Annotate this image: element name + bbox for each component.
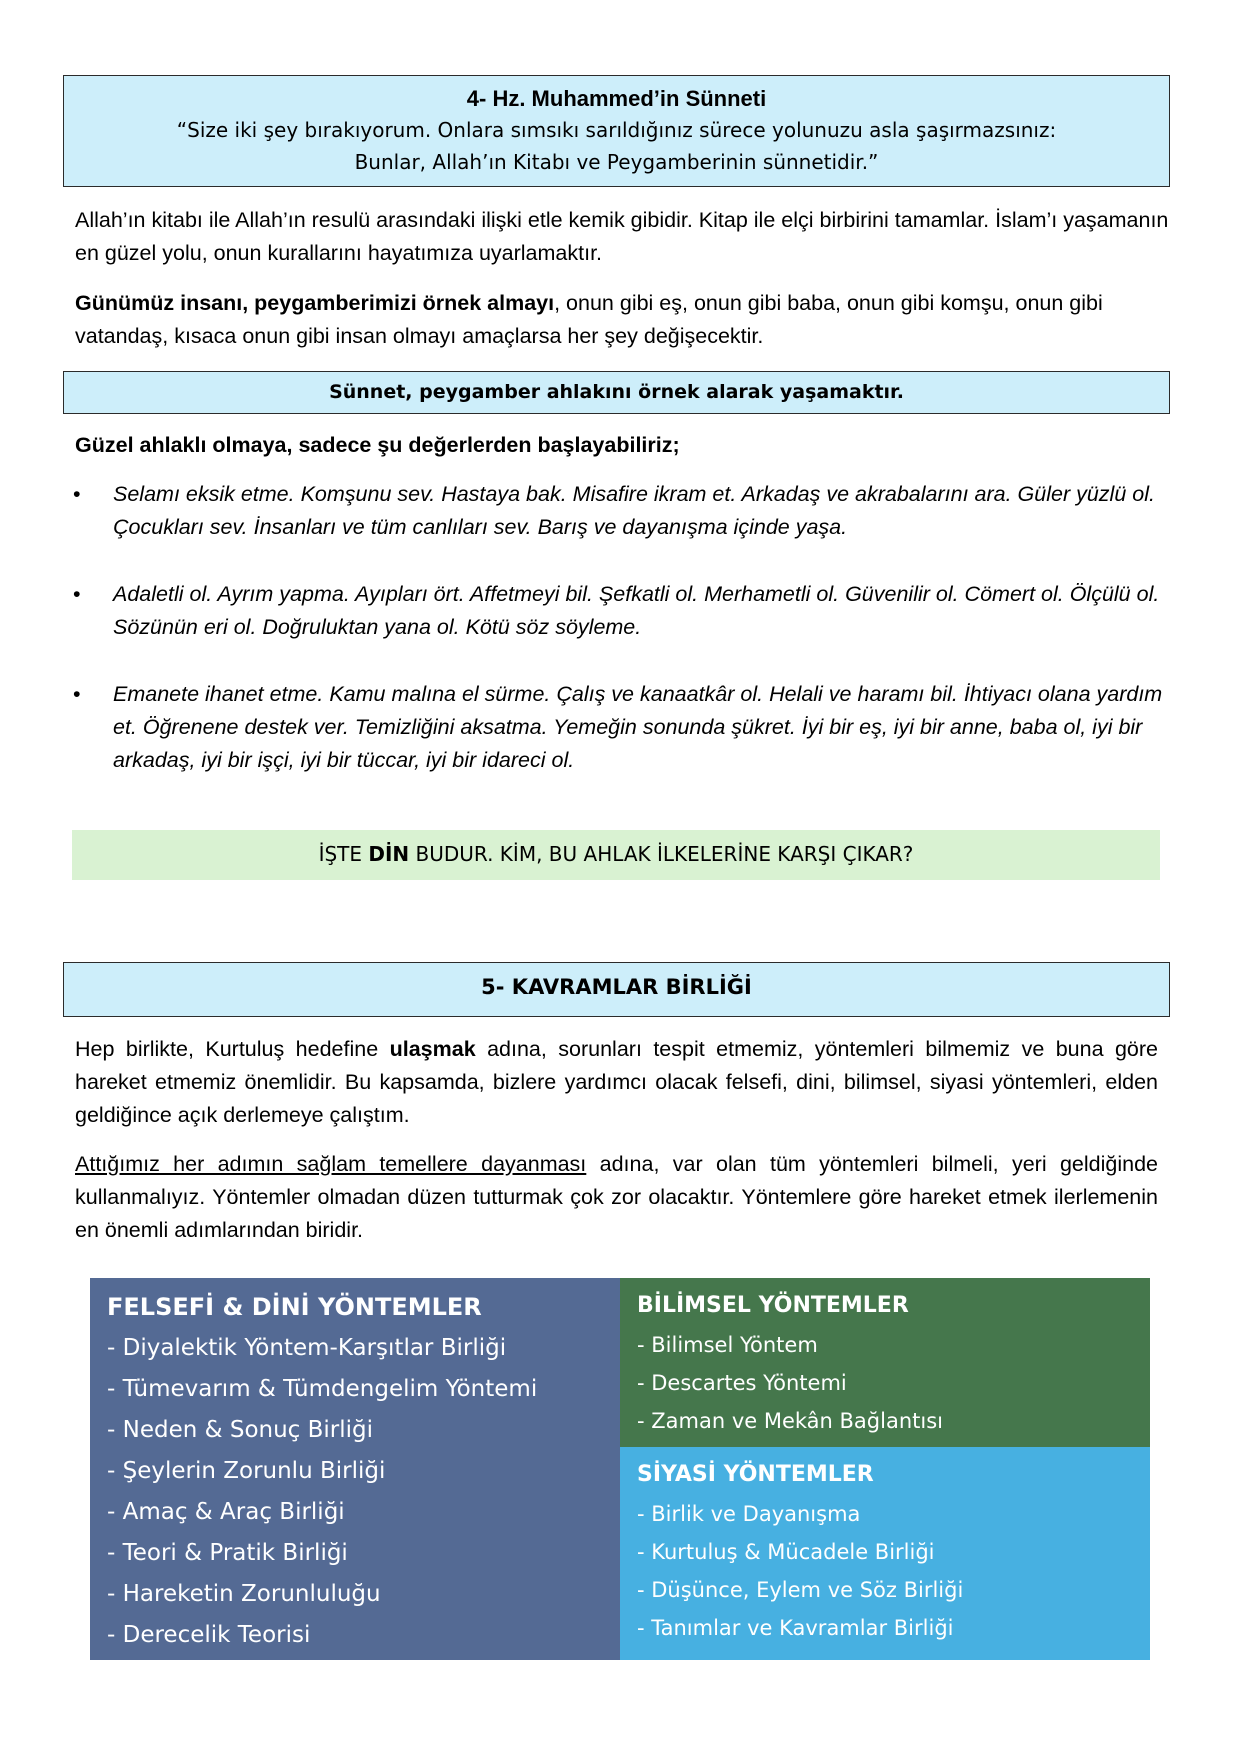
panel-bilimsel-item: - Bilimsel Yöntem <box>637 1333 818 1357</box>
panel-siyasi-item: - Birlik ve Dayanışma <box>637 1502 861 1526</box>
din-banner-bold: DİN <box>368 842 410 866</box>
paragraph-kurtulus-part1: Hep birlikte, Kurtuluş hedefine <box>75 1037 390 1061</box>
paragraph-gunumuz-bold: Günümüz insanı, peygamberimizi örnek almayı <box>75 291 555 315</box>
paragraph-yontemler-rest: adına, var olan tüm yöntemleri bilmeli, yeri geldiğinde kullanmalıyız. Yöntemler olmadan düzen tutturmak çok zor olacaktır. Yöntemlere göre hareket etmek ilerlemenin en önemli adımlarından biridir. <box>75 1152 1158 1242</box>
panel-felsefi-item: - Derecelik Teorisi <box>107 1622 311 1648</box>
paragraph-yontemler <box>75 1148 1158 1247</box>
panel-felsefi-item: - Şeylerin Zorunlu Birliği <box>107 1458 386 1484</box>
panel-felsefi-item: - Diyalektik Yöntem-Karşıtlar Birliği <box>107 1335 507 1361</box>
panel-felsefi-item: - Amaç & Araç Birliği <box>107 1499 345 1525</box>
panel-felsefi-item: - Neden & Sonuç Birliği <box>107 1417 374 1443</box>
panel-felsefi-title: FELSEFİ & DİNİ YÖNTEMLER <box>107 1293 482 1321</box>
panel-bilimsel-item: - Descartes Yöntemi <box>637 1371 847 1395</box>
values-list-item: • Selamı eksik etme. Komşunu sev. Hastaya bak. Misafire ikram et. Arkadaş ve akrabalarını ara. Güler yüzlü ol. Çocukları sev. İnsanları ve tüm canlıları sev. Barış ve dayanışma içinde yaşa. <box>63 478 1170 544</box>
section4-header-box <box>63 75 1170 187</box>
paragraph-kurtulus-part2: adına, sorunları tespit etmemiz, yöntemleri bilmemiz ve buna göre hareket etmemiz önemlidir. Bu kapsamda, bizlere yardımcı olacak felsefi, dini, bilimsel, siyasi yöntemleri, elden geldiğince açık derlemeye çalıştım. <box>75 1037 1158 1127</box>
values-heading: Güzel ahlaklı olmaya, sadece şu değerlerden başlayabiliriz; <box>75 433 680 457</box>
paragraph-gunumuz-insani <box>75 287 1170 353</box>
panel-bilimsel-title: BİLİMSEL YÖNTEMLER <box>637 1293 909 1318</box>
paragraph-kitap-elci: Allah’ın kitabı ile Allah’ın resulü arasındaki ilişki etle kemik gibidir. Kitap ile elçi birbirini tamamlar. İslam’ı yaşamanın en güzel yolu, onun kurallarını hayatımıza uyarlamaktır. <box>75 208 1169 265</box>
section5-header-box <box>63 962 1170 1017</box>
din-banner <box>72 830 1160 880</box>
values-list <box>63 478 1170 811</box>
panel-siyasi-item: - Tanımlar ve Kavramlar Birliği <box>637 1616 954 1640</box>
values-list-item: • Emanete ihanet etme. Kamu malına el sürme. Çalış ve kanaatkâr ol. Helali ve haramı bil. İhtiyacı olana yardım et. Öğrenene destek ver. Temizliğini aksatma. Yemeğin sonunda şükret. İyi bir eş, iyi bir anne, baba ol, iyi bir arkadaş, iyi bir işçi, iyi bir tüccar, iyi bir idareci ol. <box>63 678 1170 777</box>
din-banner-part1: İŞTE <box>318 842 369 866</box>
panel-felsefi-item: - Teori & Pratik Birliği <box>107 1540 348 1566</box>
panel-siyasi-title: SİYASİ YÖNTEMLER <box>637 1462 874 1487</box>
din-banner-part2: BUDUR. KİM, BU AHLAK İLKELERİNE KARŞI ÇIKAR? <box>409 842 914 866</box>
paragraph-yontemler-underline: Attığımız her adımın sağlam temellere dayanması <box>75 1152 587 1176</box>
panel-felsefi-item: - Hareketin Zorunluluğu <box>107 1581 381 1607</box>
din-banner-text <box>319 842 914 866</box>
panel-siyasi-item: - Kurtuluş & Mücadele Birliği <box>637 1540 935 1564</box>
paragraph-kurtulus-bold: ulaşmak <box>389 1037 476 1061</box>
section4-quote-line2: Bunlar, Allah’ın Kitabı ve Peygamberinin sünnetidir.” <box>354 150 879 174</box>
values-list-item: • Adaletli ol. Ayrım yapma. Ayıpları ört. Affetmeyi bil. Şefkatli ol. Merhametli ol. Güvenilir ol. Cömert ol. Ölçülü ol. Sözünün eri ol. Doğruluktan yana ol. Kötü söz söyleme. <box>63 578 1170 644</box>
section4-quote-line1: “Size iki şey bırakıyorum. Onlara sımsıkı sarıldığınız sürece yolunuzu asla şaşırmazsınız: <box>176 118 1057 142</box>
panel-felsefi-item: - Tümevarım & Tümdengelim Yöntemi <box>107 1376 538 1402</box>
sunnet-box <box>63 371 1170 414</box>
panel-felsefi-dini <box>90 1278 620 1660</box>
panel-bilimsel-item: - Zaman ve Mekân Bağlantısı <box>637 1409 943 1433</box>
paragraph-kurtulus <box>75 1033 1158 1132</box>
panel-siyasi-item: - Düşünce, Eylem ve Söz Birliği <box>637 1578 964 1602</box>
section5-title: 5- KAVRAMLAR BİRLİĞİ <box>481 975 752 999</box>
sunnet-box-text: Sünnet, peygamber ahlakını örnek alarak yaşamaktır. <box>329 381 904 403</box>
paragraph-gunumuz-rest: , onun gibi eş, onun gibi baba, onun gibi komşu, onun gibi vatandaş, kısaca onun gibi insan olmayı amaçlarsa her şey değişecektir. <box>75 291 1103 348</box>
panel-bilimsel <box>620 1278 1150 1447</box>
section4-title: 4- Hz. Muhammed’in Sünneti <box>466 86 767 111</box>
panel-siyasi <box>620 1447 1150 1660</box>
